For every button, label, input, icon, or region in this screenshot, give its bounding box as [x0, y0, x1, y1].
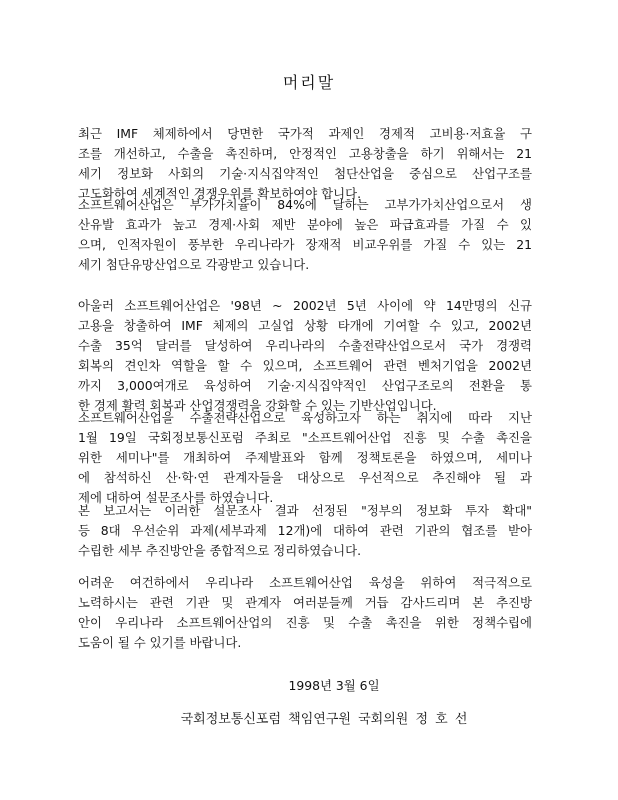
paragraph-line: 등 8대 우선순위 과제(세부과제 12개)에 대하여 관련 기관의 협조를 받아: [78, 523, 532, 538]
paragraph-line: 제에 대하여 설문조사를 하였습니다.: [78, 490, 274, 505]
paragraph-line: 한 경제 활력 회복과 산업경쟁력을 강화할 수 있는 기반산업입니다.: [78, 398, 437, 413]
paragraph-line: 위한 세미나"를 개최하여 주제발표와 함께 정책토론을 하였으며, 세미나: [78, 450, 532, 465]
paragraph-6: [78, 573, 532, 653]
page-title: 머리말: [282, 73, 336, 92]
paragraph-line: 노력하시는 관련 기관 및 관계자 여러분들께 거듭 감사드리며 본 추진방: [78, 595, 532, 610]
paragraph-line: 소프트웨어산업은 부가가치율이 84%에 달하는 고부가가치산업으로서 생: [78, 197, 532, 212]
paragraph-line: 최근 IMF 체제하에서 당면한 국가적 과제인 경제적 고비용·저효율 구: [78, 126, 532, 141]
paragraph-line: 어려운 여건하에서 우리나라 소프트웨어산업 육성을 위하여 적극적으로: [78, 575, 532, 590]
paragraph-line: 까지 3,000여개로 육성하여 기술·지식집약적인 산업구조로의 전환을 통: [78, 378, 532, 393]
paragraph-line: 으며, 인적자원이 풍부한 우리나라가 장재적 비교우위를 가질 수 있는 21: [78, 237, 532, 252]
paragraph-line: 수출 35억 달러를 달성하여 우리나라의 수출전략산업으로서 국가 경쟁력: [78, 338, 532, 353]
paragraph-line: 1월 19일 국회정보통신포럼 주최로 "소프트웨어산업 진흥 및 수출 촉진을: [78, 430, 532, 445]
paragraph-line: 세기 첨단유망산업으로 각광받고 있습니다.: [78, 257, 310, 272]
paragraph-line: 산유발 효과가 높고 경제·사회 제반 분야에 높은 파급효과를 가질 수 있: [78, 217, 532, 232]
paragraph-line: 고용을 창출하여 IMF 체제의 고실업 상황 타개에 기여할 수 있고, 2002년: [78, 318, 532, 333]
paragraph-2: [78, 195, 532, 275]
paragraph-5: [78, 501, 532, 561]
paragraph-1: [78, 124, 532, 204]
paragraph-line: 회복의 견인차 역할을 할 수 있으며, 소프트웨어 관련 벤처기업을 2002년: [78, 358, 532, 373]
paragraph-line: 도움이 될 수 있기를 바랍니다.: [78, 635, 242, 650]
paragraph-4: [78, 408, 532, 508]
paragraph-line: 본 보고서는 이러한 설문조사 결과 선정된 "정부의 정보화 투자 확대": [78, 503, 532, 518]
paragraph-line: 세기 정보화 사회의 기술·지식집약적인 첨단산업을 중심으로 산업구조를: [78, 166, 532, 181]
paragraph-line: 수립한 세부 추진방안을 종합적으로 정리하였습니다.: [78, 543, 362, 558]
document-date: 1998년 3월 6일: [288, 678, 380, 693]
paragraph-line: 조를 개선하고, 수출을 촉진하며, 안정적인 고용창출을 하기 위해서는 21: [78, 146, 532, 161]
author-signature: 국회정보통신포럼 책임연구원 국회의원 정 호 선: [180, 712, 468, 727]
paragraph-line: 안이 우리나라 소프트웨어산업의 진흥 및 수출 촉진을 위한 정책수립에: [78, 615, 532, 630]
paragraph-line: 에 참석하신 산·학·연 관계자들을 대상으로 우선적으로 추진해야 될 과: [78, 470, 532, 485]
paragraph-line: 고도화하여 세계적인 경쟁우위를 확보하여야 합니다.: [78, 186, 362, 201]
paragraph-line: 소프트웨어산업을 수출전략산업으로 육성하고자 하는 취지에 따라 지난: [78, 410, 532, 425]
paragraph-line: 아울러 소프트웨어산업은 '98년 ~ 2002년 5년 사이에 약 14만명의 신규: [78, 298, 532, 313]
paragraph-3: [78, 296, 532, 416]
